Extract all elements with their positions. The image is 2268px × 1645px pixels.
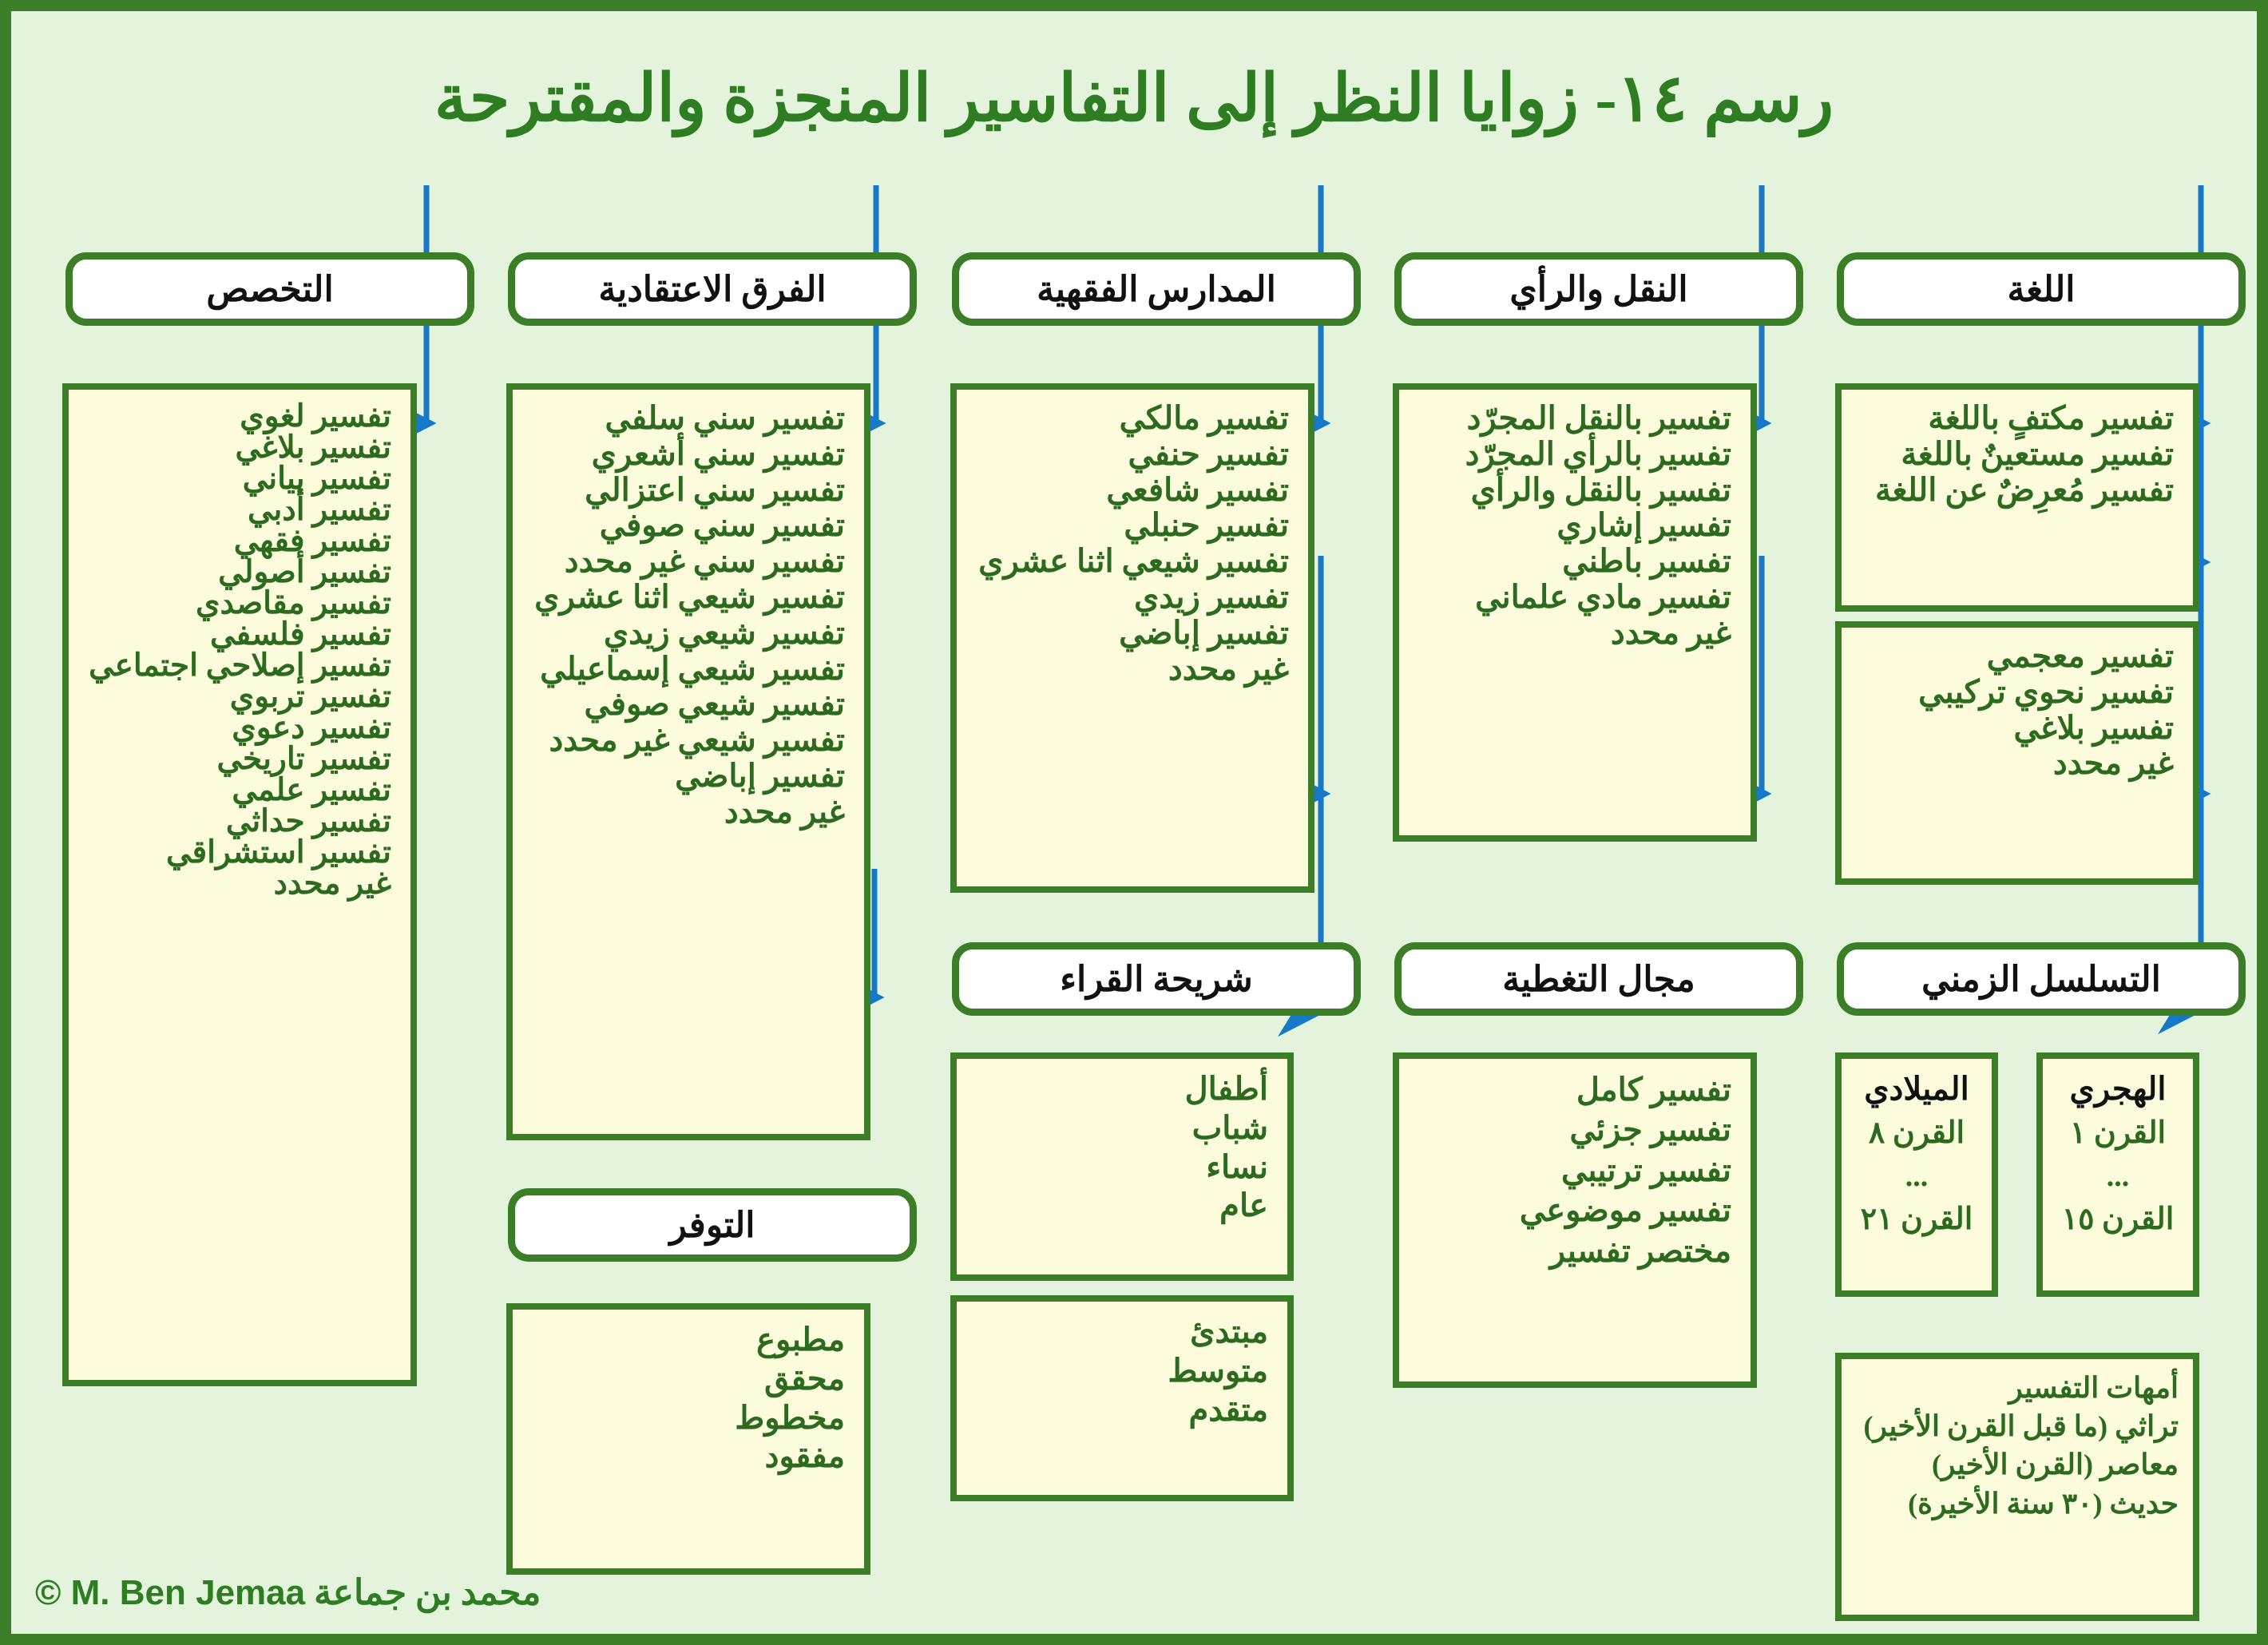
header-label: النقل والرأي (1509, 269, 1688, 309)
list-item: مفقود (764, 1438, 845, 1475)
list-item: تفسير شيعي غير محدد (549, 722, 845, 759)
list-item: مخطوط (735, 1399, 845, 1436)
list-item: غير محدد (273, 866, 391, 901)
header-shariha[interactable] (952, 942, 1361, 1016)
listbox-ummahat (1835, 1353, 2199, 1621)
header-firaq[interactable] (508, 252, 917, 326)
list-item: تفسير سني غير محدد (564, 543, 845, 580)
list-item: تفسير بالرأي المجرّد (1465, 435, 1731, 472)
list-item: عام (1219, 1187, 1268, 1224)
list-item: مطبوع (756, 1322, 845, 1358)
header-madaris[interactable] (952, 252, 1361, 326)
list-item: تفسير حنفي (1128, 435, 1289, 472)
header-naql[interactable] (1394, 252, 1803, 326)
header-tawaffur[interactable] (508, 1188, 917, 1262)
copyright-symbol-and-latin-name (35, 1573, 305, 1613)
listbox-madaris (950, 383, 1314, 893)
list-item: تفسير بلاغي (2013, 709, 2174, 746)
list-item: تفسير أصولي (218, 555, 391, 589)
list-item: القرن ٨ (1868, 1116, 1965, 1150)
listbox-miladi (1835, 1052, 1998, 1297)
listbox-lugha-b (1835, 621, 2199, 885)
list-item: تفسير شافعي (1106, 471, 1289, 508)
listbox-takhassus (62, 383, 417, 1386)
list-item: تفسير بياني (242, 462, 391, 496)
header-majal[interactable] (1394, 942, 1803, 1016)
list-item: تفسير مادي علماني (1475, 578, 1731, 615)
list-item: غير محدد (2052, 745, 2174, 782)
list-item: أمهات التفسير (2008, 1372, 2179, 1404)
list-item: غير محدد (1168, 650, 1289, 687)
list-item: تفسير موضوعي (1519, 1192, 1731, 1229)
list-item: تفسير سني صوفي (599, 507, 845, 544)
list-item: تفسير سني أشعري (591, 435, 845, 472)
list-item: تفسير مقاصدي (195, 586, 391, 620)
list-item: متقدم (1188, 1391, 1268, 1428)
copyright-notice (35, 1572, 541, 1613)
list-item: تفسير شيعي اثنا عشري (978, 543, 1289, 580)
header-label: التسلسل الزمني (1921, 959, 2161, 999)
list-item: تفسير فلسفي (210, 617, 391, 652)
listbox-firaq (506, 383, 870, 1140)
list-item: تفسير دعوي (232, 711, 391, 745)
header-label: شريحة القراء (1060, 959, 1253, 999)
list-item: ... (2106, 1159, 2130, 1193)
list-item: معاصر (القرن الأخير) (1931, 1449, 2179, 1481)
list-item: تفسير سني سلفي (605, 400, 845, 436)
hijri-label: الهجري (2069, 1071, 2167, 1107)
list-item: القرن ٢١ (1860, 1202, 1973, 1236)
listbox-naql (1393, 383, 1757, 842)
list-item: تفسير تاريخي (216, 742, 391, 776)
listbox-tawaffur (506, 1303, 870, 1575)
list-item: تفسير زيدي (1134, 578, 1289, 615)
list-item: تفسير بالنقل المجرّد (1466, 400, 1731, 436)
list-item: تفسير لغوي (240, 399, 391, 434)
list-item: تفسير سني اعتزالي (585, 471, 845, 508)
list-item: تفسير إباضي (675, 757, 845, 794)
list-item: متوسط (1168, 1352, 1268, 1389)
header-takhassus[interactable] (65, 252, 474, 326)
list-item: مختصر تفسير (1549, 1232, 1731, 1269)
header-label: مجال التغطية (1502, 959, 1695, 999)
list-item: نساء (1206, 1148, 1268, 1185)
list-item: تفسير إباضي (1119, 614, 1289, 651)
list-item: تفسير جزئي (1569, 1112, 1731, 1148)
copyright-arabic-name: محمد بن جماعة (314, 1573, 541, 1612)
list-item: مبتدئ (1190, 1314, 1268, 1350)
list-item: ... (1905, 1159, 1929, 1193)
list-item: محقق (764, 1360, 845, 1397)
list-item: تفسير نحوي تركيبي (1918, 673, 2174, 710)
header-label: المدارس الفقهية (1037, 269, 1276, 309)
list-item: تفسير معجمي (1986, 638, 2174, 674)
list-item: تفسير حداثي (225, 804, 391, 838)
list-item: تراثي (ما قبل القرن الأخير) (1863, 1410, 2179, 1443)
list-item: تفسير أدبي (248, 493, 391, 527)
miladi-label: الميلادي (1864, 1071, 1969, 1107)
list-item: أطفال (1184, 1071, 1268, 1107)
list-item: تفسير استشراقي (166, 835, 391, 870)
listbox-lugha-a (1835, 383, 2199, 612)
listbox-shariha-a (950, 1052, 1294, 1281)
list-item: تفسير شيعي إسماعيلي (540, 650, 845, 687)
list-item: حديث (٣٠ سنة الأخيرة) (1908, 1487, 2179, 1520)
list-item: تفسير شيعي زيدي (603, 614, 845, 651)
page-title: رسم ١٤- زوايا النظر إلى التفاسير المنجزة والمقترحة (434, 62, 1834, 135)
list-item: تفسير إشاري (1556, 507, 1731, 544)
header-label: التوفر (669, 1205, 755, 1245)
list-item: تفسير تربوي (229, 680, 391, 714)
list-item: تفسير شيعي اثنا عشري (534, 578, 845, 615)
header-label: اللغة (2007, 269, 2076, 309)
header-tasalsul[interactable] (1837, 942, 2246, 1016)
list-item: تفسير مُعرِضٌ عن اللغة (1875, 471, 2174, 508)
list-item: تفسير مكتفٍ باللغة (1928, 400, 2174, 436)
list-item: تفسير حنبلي (1124, 507, 1289, 544)
list-item: تفسير مالكي (1119, 400, 1289, 436)
list-item: القرن ١٥ (2061, 1202, 2175, 1236)
list-item: غير محدد (1610, 614, 1731, 651)
copyright-symbol: © (35, 1573, 61, 1612)
copyright-latin-name: M. Ben Jemaa (70, 1573, 306, 1612)
list-item: تفسير مستعينٌ باللغة (1901, 435, 2174, 472)
list-item: شباب (1191, 1109, 1268, 1146)
list-item: تفسير بالنقل والرأي (1470, 471, 1731, 508)
listbox-shariha-b (950, 1295, 1294, 1501)
listbox-hijri (2036, 1052, 2199, 1297)
list-item: القرن ١ (2069, 1116, 2167, 1150)
listbox-majal (1393, 1052, 1757, 1388)
header-label: التخصص (206, 269, 334, 309)
list-item: تفسير علمي (232, 773, 391, 807)
list-item: تفسير إصلاحي اجتماعي (89, 648, 391, 683)
list-item: تفسير باطني (1562, 543, 1731, 580)
header-lugha[interactable] (1837, 252, 2246, 326)
list-item: تفسير كامل (1576, 1072, 1731, 1108)
list-item: تفسير فقهي (233, 524, 391, 558)
diagram-canvas (11, 11, 2257, 1634)
list-item: تفسير بلاغي (235, 430, 391, 465)
header-label: الفرق الاعتقادية (598, 269, 827, 309)
list-item: غير محدد (724, 793, 845, 830)
list-item: تفسير ترتيبي (1560, 1152, 1731, 1188)
list-item: تفسير شيعي صوفي (584, 686, 845, 723)
